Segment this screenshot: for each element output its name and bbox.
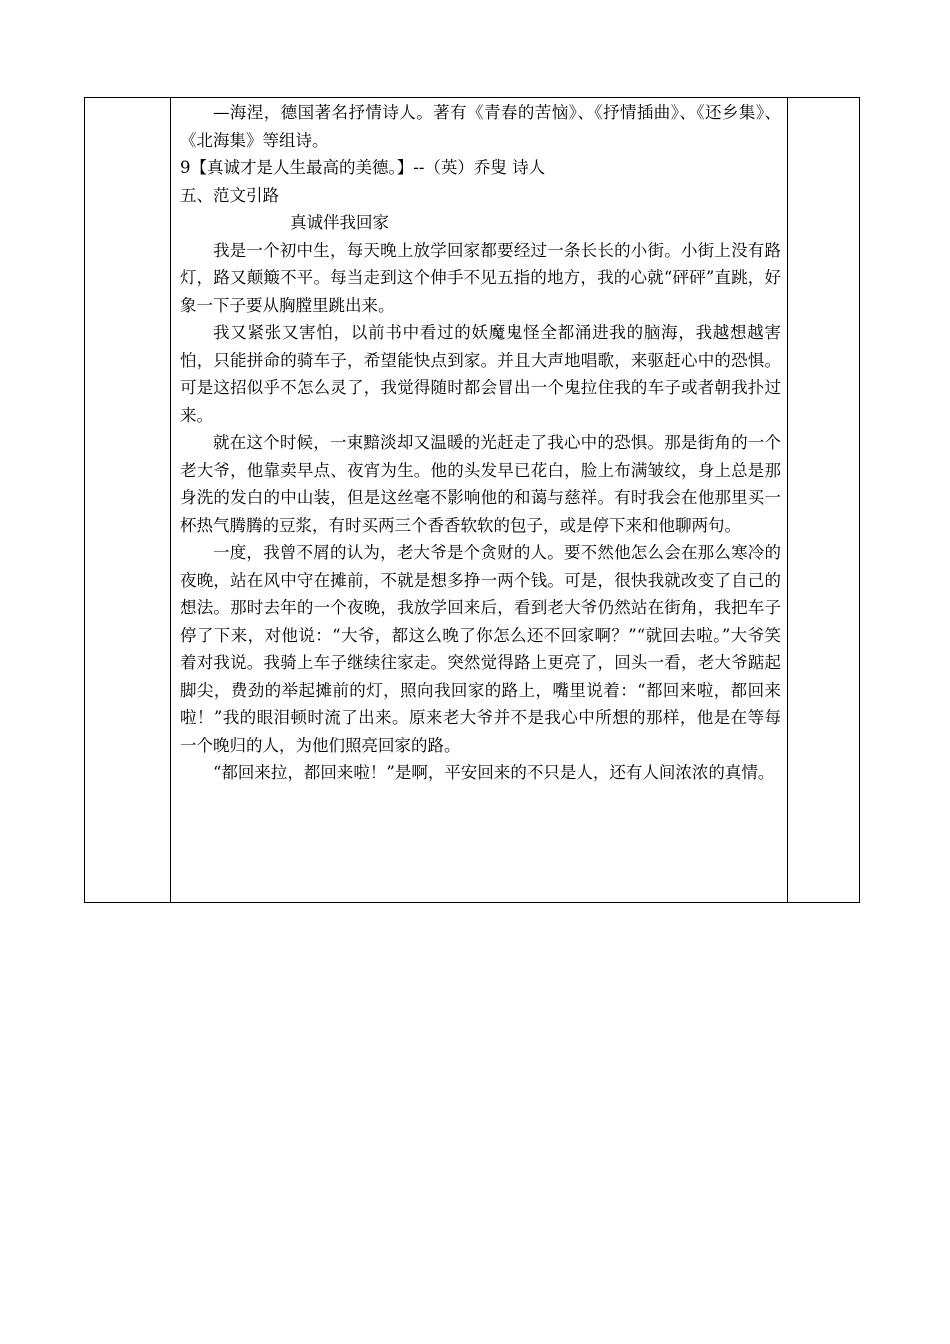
section-heading: 五、范文引路 [180,185,279,205]
table-left-column [85,98,171,902]
essay-paragraph: “都回来拉，都回来啦！”是啊，平安回来的不只是人，还有人间浓浓的真情。 [213,763,775,782]
table-right-column [787,98,859,902]
essay-paragraph: 我是一个初中生，每天晚上放学回家都要经过一条长长的小街。小街上没有路灯，路又颠簸不平。每当走到这个伸手不见五指的地方，我的心就“砰砰”直跳，好象一下子要从胸膛里跳出来。 [180,240,781,315]
poet-intro: —海涅，德国著名抒情诗人。著有《青春的苦恼》、《抒情插曲》、《还乡集》、《北海集》等组诗。 [180,103,781,150]
quote-9: 9【真诚才是人生最高的美德。】--（英）乔叟 诗人 [180,158,546,177]
essay-title: 真诚伴我回家 [290,213,389,232]
essay-paragraph: 我又紧张又害怕，以前书中看过的妖魔鬼怪全都涌进我的脑海，我越想越害怕，只能拼命的骑车子，希望能快点到家。并且大声地唱歌，来驱赶心中的恐惧。可是这招似乎不怎么灵了，我觉得随时都会冒出一个鬼拉住我的车子或者朝我扑过来。 [180,323,781,425]
essay-paragraph: 一度，我曾不屑的认为，老大爷是个贪财的人。要不然他怎么会在那么寒冷的夜晚，站在风中守在摊前，不就是想多挣一两个钱。可是，很快我就改变了自己的想法。那时去年的一个夜晚，我放学回来后，看到老大爷仍然站在街角，我把车子停了下来，对他说：“大爷，都这么晚了你怎么还不回家啊？”“就回去啦。”大爷笑着对我说。我骑上车子继续往家走。突然觉得路上更亮了，回头一看，老大爷踮起脚尖，费劲的举起摊前的灯，照向我回家的路上，嘴里说着：“都回来啦，都回来啦！”我的眼泪顿时流了出来。原来老大爷并不是我心中所想的那样，他是在等每一个晚归的人，为他们照亮回家的路。 [180,543,781,755]
essay-paragraph: 就在这个时候，一束黯淡却又温暖的光赶走了我心中的恐惧。那是街角的一个老大爷，他靠卖早点、夜宵为生。他的头发早已花白，脸上布满皱纹，身上总是那身洗的发白的中山装，但是这丝毫不影响他的和蔼与慈祥。有时我会在他那里买一杯热气腾腾的豆浆，有时买两三个香香软软的包子，或是停下来和他聊两句。 [180,433,781,535]
document-table [84,97,860,903]
table-main-column [171,98,789,902]
